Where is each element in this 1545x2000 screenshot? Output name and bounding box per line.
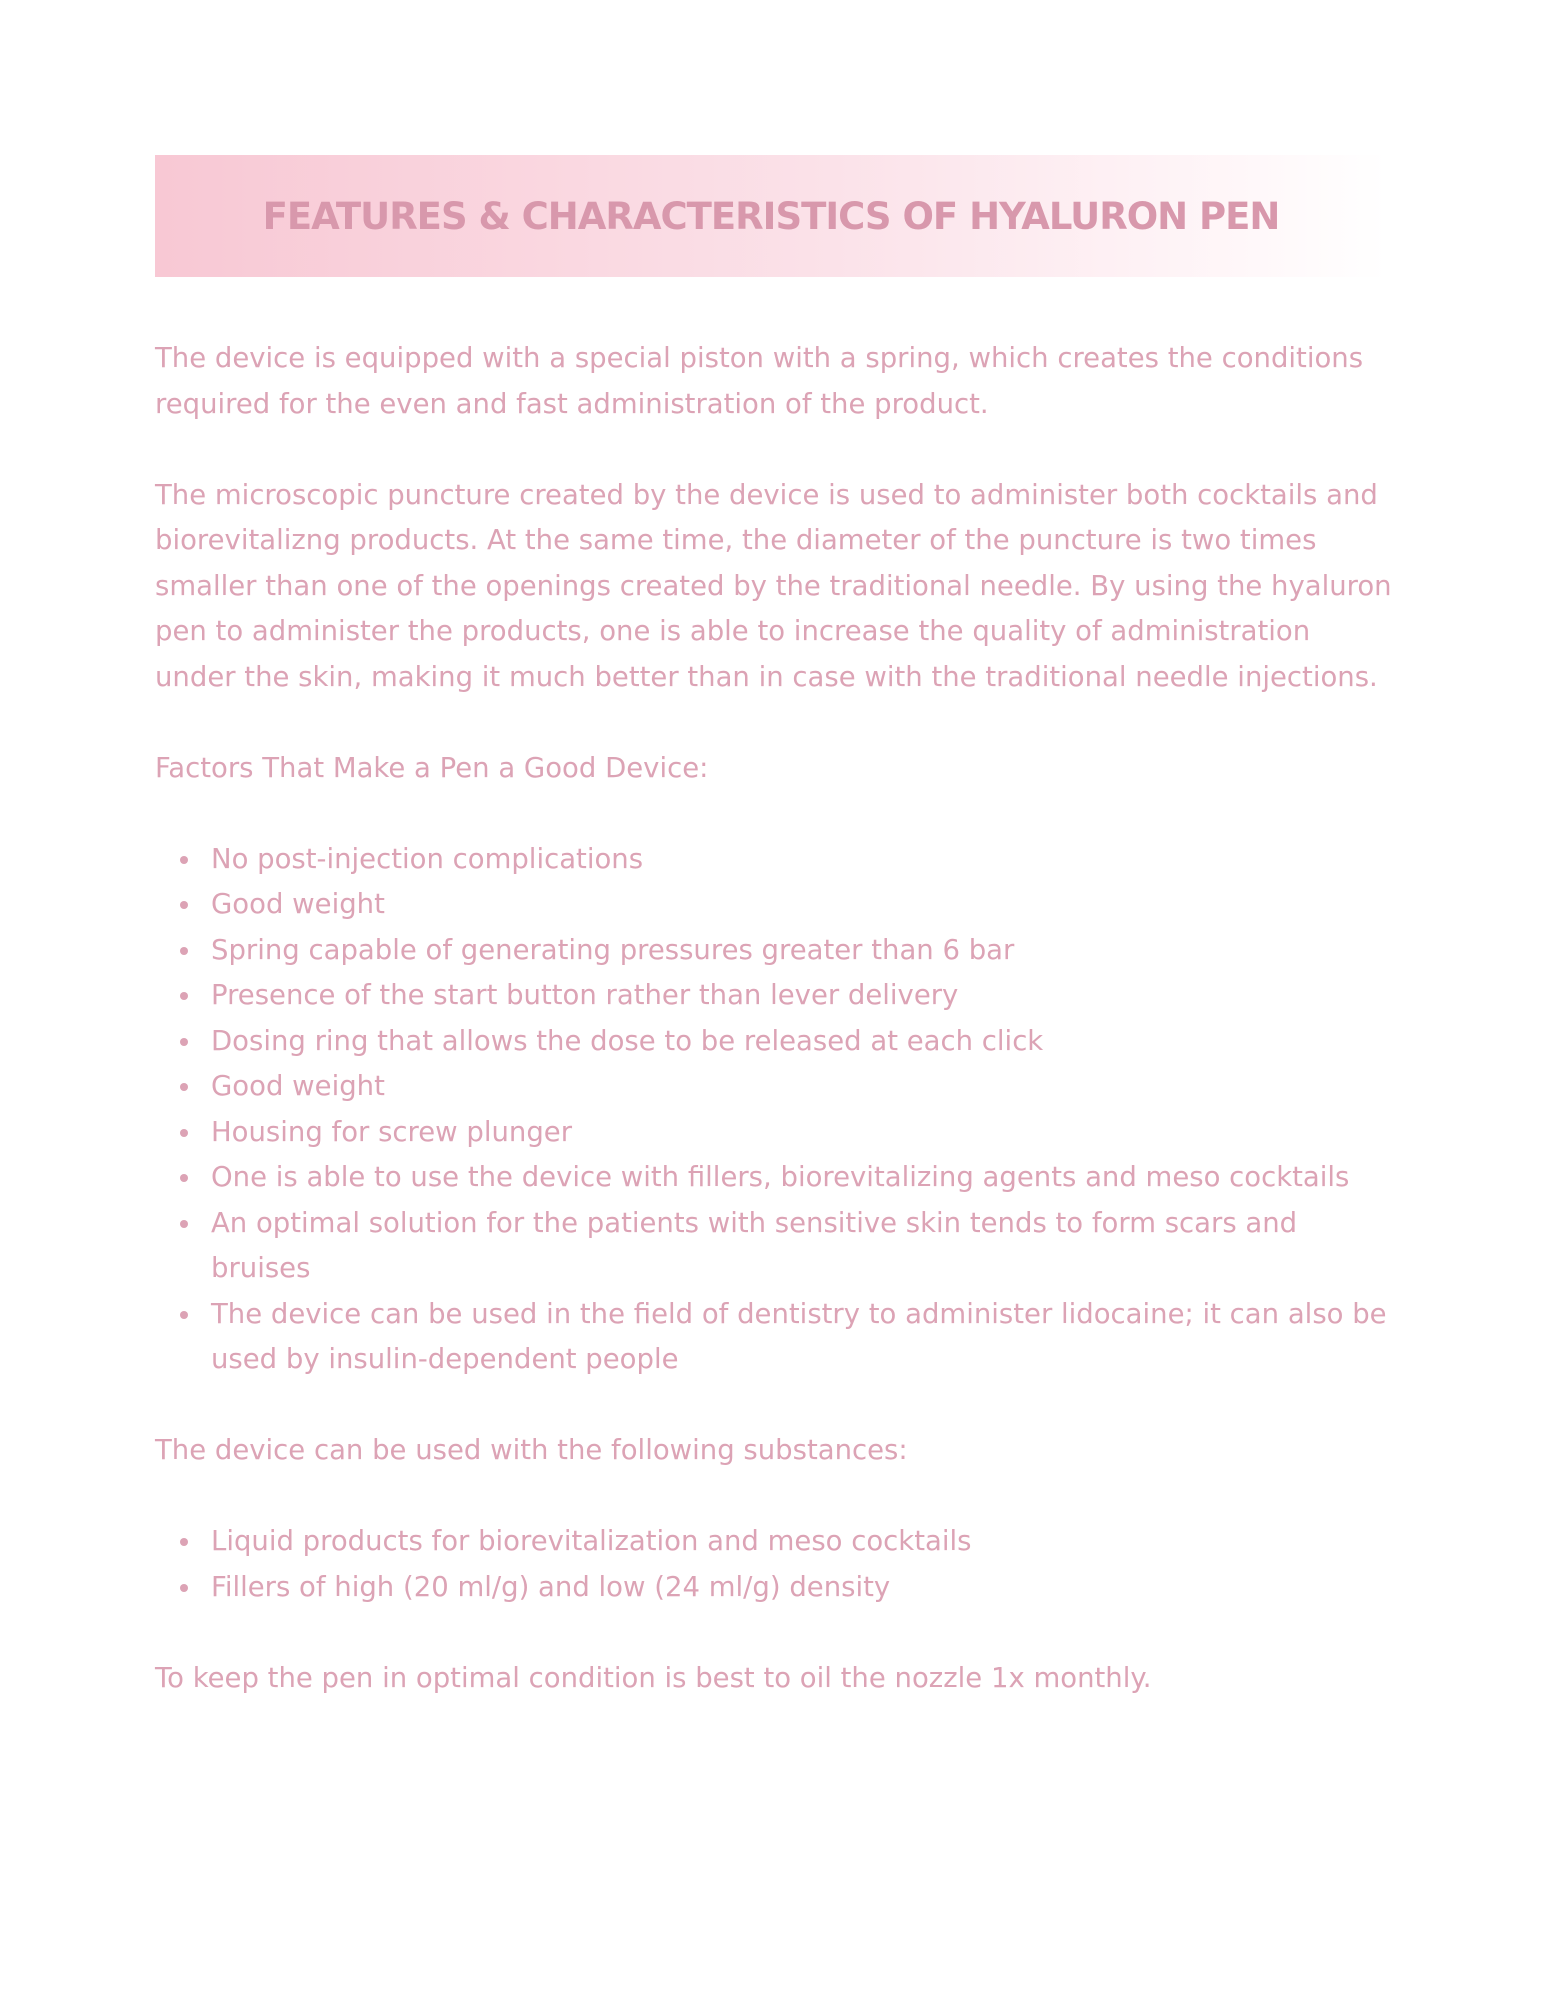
list-item-text: Good weight xyxy=(211,888,385,920)
list-item xyxy=(211,1110,1395,1156)
maintenance-paragraph: To keep the pen in optimal condition is best to oil the nozzle 1x monthly. xyxy=(155,1661,1152,1694)
bullet-icon xyxy=(180,856,188,864)
bullet-icon xyxy=(180,947,188,955)
substances-heading: The device can be used with the following substances: xyxy=(155,1434,908,1466)
list-item-text: No post-injection complications xyxy=(211,842,644,875)
list-item xyxy=(211,1292,1395,1383)
list-item-text: An optimal solution for the patients with sensitive skin tends to form scars and bruises xyxy=(211,1206,1298,1284)
list-item xyxy=(211,882,1395,928)
list-item xyxy=(211,1064,1395,1110)
bullet-icon xyxy=(180,1584,188,1592)
title-banner xyxy=(155,155,1387,277)
bullet-icon xyxy=(180,1174,188,1182)
list-item-text: Fillers of high (20 ml/g) and low (24 ml/g) density xyxy=(211,1570,891,1603)
substances-list xyxy=(155,1519,1395,1610)
bullet-icon xyxy=(180,992,188,1000)
bullet-icon xyxy=(180,1129,188,1137)
puncture-paragraph: The microscopic puncture created by the device is used to administer both cocktails and biorevitalizng products. At the same time, the diameter of the puncture is two times smaller than one of the openings created by the traditional needle. By using the hyaluron pen to administer the products, one is able to increase the quality of administration under the skin, making it much better than in case with the traditional needle injections. xyxy=(155,478,1392,693)
document-body xyxy=(155,336,1395,1701)
list-item-text: Dosing ring that allows the dose to be released at each click xyxy=(211,1024,1044,1057)
page-title: FEATURES & CHARACTERISTICS OF HYALURON PEN xyxy=(262,194,1280,238)
list-item-text: Spring capable of generating pressures greater than 6 bar xyxy=(211,933,1015,966)
list-item-text: Liquid products for biorevitalization and meso cocktails xyxy=(211,1525,972,1557)
list-item xyxy=(211,973,1395,1019)
bullet-icon xyxy=(180,1311,188,1319)
list-item-text: One is able to use the device with fillers, biorevitalizing agents and meso cocktails xyxy=(211,1161,1350,1193)
list-item xyxy=(211,1201,1395,1292)
list-item xyxy=(211,1565,1395,1611)
list-item xyxy=(211,928,1395,974)
list-item-text: The device can be used in the field of dentistry to administer lidocaine; it can also be used by insulin-dependent people xyxy=(211,1297,1387,1375)
list-item-text: Good weight xyxy=(211,1070,385,1102)
bullet-icon xyxy=(180,1220,188,1228)
list-item xyxy=(211,1519,1395,1565)
list-item xyxy=(211,837,1395,883)
bullet-icon xyxy=(180,1083,188,1091)
list-item xyxy=(211,1019,1395,1065)
factors-heading: Factors That Make a Pen a Good Device: xyxy=(155,751,709,784)
list-item-text: Presence of the start button rather than lever delivery xyxy=(211,979,959,1011)
list-item xyxy=(211,1155,1395,1201)
bullet-icon xyxy=(180,901,188,909)
bullet-icon xyxy=(180,1538,188,1546)
bullet-icon xyxy=(180,1038,188,1046)
list-item-text: Housing for screw plunger xyxy=(211,1115,573,1148)
intro-paragraph: The device is equipped with a special piston with a spring, which creates the conditions required for the even and fast administration of the product. xyxy=(155,342,1364,420)
factors-list xyxy=(155,837,1395,1383)
